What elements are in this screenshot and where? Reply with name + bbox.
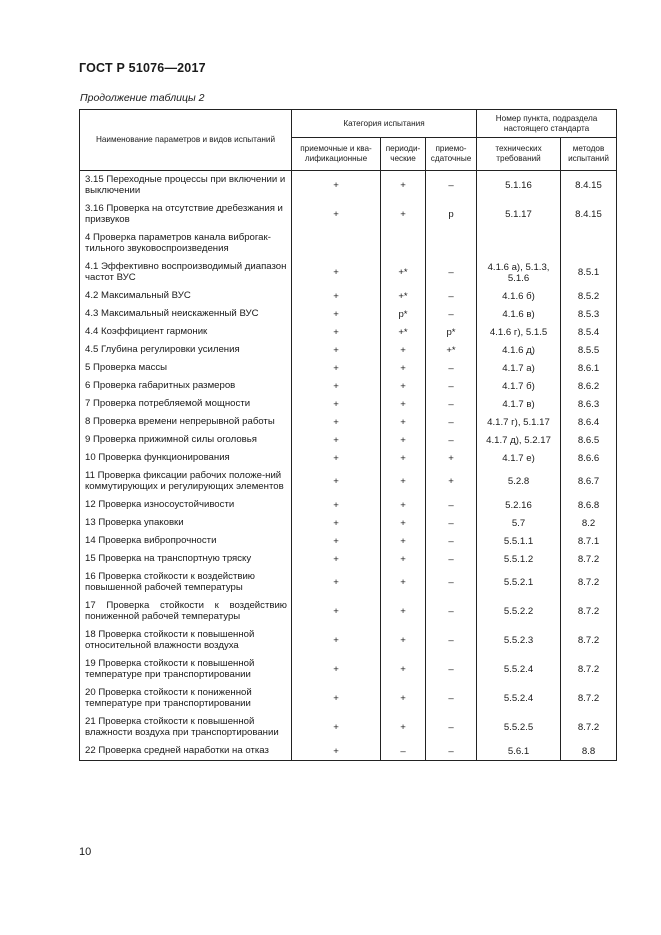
acceptance-qualification-cell: + xyxy=(292,431,381,449)
acceptance-delivery-cell: – xyxy=(426,413,477,431)
table-row xyxy=(80,258,617,287)
table-row xyxy=(80,550,617,568)
periodic-cell: + xyxy=(381,684,426,713)
tech-requirements-cell: 4.1.7 в) xyxy=(477,395,561,413)
test-methods-cell: 8.2 xyxy=(561,514,617,532)
acceptance-qualification-cell: + xyxy=(292,171,381,201)
periodic-cell: + xyxy=(381,467,426,496)
acceptance-delivery-cell: – xyxy=(426,550,477,568)
acceptance-delivery-cell: – xyxy=(426,377,477,395)
periodic-cell: + xyxy=(381,532,426,550)
acceptance-qualification-cell: + xyxy=(292,200,381,229)
acceptance-delivery-cell: – xyxy=(426,395,477,413)
periodic-cell: + xyxy=(381,359,426,377)
test-name-cell: 9 Проверка прижимной силы оголовья xyxy=(80,431,292,449)
tech-requirements-cell: 4.1.7 а) xyxy=(477,359,561,377)
acceptance-qualification-cell: + xyxy=(292,713,381,742)
test-table xyxy=(79,109,617,761)
test-name-cell: 15 Проверка на транспортную тряску xyxy=(80,550,292,568)
table-row xyxy=(80,287,617,305)
periodic-cell: – xyxy=(381,742,426,761)
table-row xyxy=(80,496,617,514)
tech-requirements-cell: 4.1.7 г), 5.1.17 xyxy=(477,413,561,431)
table-row xyxy=(80,449,617,467)
test-methods-cell: 8.7.2 xyxy=(561,655,617,684)
test-name-cell: 22 Проверка средней наработки на отказ xyxy=(80,742,292,761)
tech-requirements-cell: 5.5.2.3 xyxy=(477,626,561,655)
table-row xyxy=(80,568,617,597)
test-methods-cell: 8.7.1 xyxy=(561,532,617,550)
acceptance-delivery-cell: – xyxy=(426,532,477,550)
tech-requirements-cell: 4.1.7 б) xyxy=(477,377,561,395)
acceptance-qualification-cell: + xyxy=(292,305,381,323)
table-row xyxy=(80,200,617,229)
test-methods-cell: 8.7.2 xyxy=(561,626,617,655)
acceptance-qualification-cell: + xyxy=(292,359,381,377)
table-row xyxy=(80,742,617,761)
periodic-cell: + xyxy=(381,514,426,532)
acceptance-qualification-cell: + xyxy=(292,514,381,532)
tech-requirements-cell: 5.5.2.1 xyxy=(477,568,561,597)
acceptance-qualification-cell: + xyxy=(292,258,381,287)
test-name-cell: 4 Проверка параметров канала виброгак-тильного звуковоспроизведения xyxy=(80,229,292,258)
acceptance-delivery-cell: – xyxy=(426,359,477,377)
periodic-cell: +* xyxy=(381,287,426,305)
tech-requirements-cell: 5.5.1.2 xyxy=(477,550,561,568)
acceptance-qualification-cell: + xyxy=(292,413,381,431)
acceptance-delivery-cell: – xyxy=(426,684,477,713)
test-name-cell: 4.1 Эффективно воспроизводимый диапазон частот ВУС xyxy=(80,258,292,287)
table-row xyxy=(80,713,617,742)
table-caption: Продолжение таблицы 2 xyxy=(80,92,205,104)
tech-requirements-cell: 5.2.8 xyxy=(477,467,561,496)
test-name-cell: 5 Проверка массы xyxy=(80,359,292,377)
test-methods-cell: 8.8 xyxy=(561,742,617,761)
acceptance-qualification-cell: + xyxy=(292,395,381,413)
table-row xyxy=(80,626,617,655)
periodic-cell: + xyxy=(381,626,426,655)
periodic-cell: + xyxy=(381,377,426,395)
table-row xyxy=(80,684,617,713)
test-methods-cell: 8.5.2 xyxy=(561,287,617,305)
periodic-cell: + xyxy=(381,550,426,568)
table-row xyxy=(80,395,617,413)
periodic-cell: + xyxy=(381,713,426,742)
acceptance-delivery-cell: р xyxy=(426,200,477,229)
test-name-cell: 20 Проверка стойкости к пониженной температуре при транспортировании xyxy=(80,684,292,713)
table-body xyxy=(80,171,617,761)
acceptance-delivery-cell: – xyxy=(426,597,477,626)
tech-requirements-cell: 4.1.6 д) xyxy=(477,341,561,359)
table-row xyxy=(80,467,617,496)
header-tech-requirements: технических требований xyxy=(477,138,561,171)
tech-requirements-cell: 4.1.6 в) xyxy=(477,305,561,323)
acceptance-qualification-cell: + xyxy=(292,568,381,597)
test-name-cell: 17 Проверка стойкости к воздействию пониженной рабочей температуры xyxy=(80,597,292,626)
acceptance-delivery-cell: – xyxy=(426,171,477,201)
acceptance-qualification-cell: + xyxy=(292,496,381,514)
tech-requirements-cell: 5.2.16 xyxy=(477,496,561,514)
tech-requirements-cell: 5.5.1.1 xyxy=(477,532,561,550)
test-methods-cell: 8.7.2 xyxy=(561,713,617,742)
periodic-cell: + xyxy=(381,395,426,413)
test-methods-cell: 8.6.7 xyxy=(561,467,617,496)
test-name-cell: 11 Проверка фиксации рабочих положе-ний коммутирующих и регулирующих элементов xyxy=(80,467,292,496)
acceptance-delivery-cell: – xyxy=(426,742,477,761)
table-row xyxy=(80,377,617,395)
tech-requirements-cell: 5.5.2.5 xyxy=(477,713,561,742)
acceptance-qualification-cell: + xyxy=(292,449,381,467)
acceptance-qualification-cell: + xyxy=(292,341,381,359)
acceptance-qualification-cell: + xyxy=(292,532,381,550)
test-methods-cell: 8.6.8 xyxy=(561,496,617,514)
acceptance-delivery-cell: – xyxy=(426,713,477,742)
acceptance-delivery-cell: – xyxy=(426,431,477,449)
test-name-cell: 4.2 Максимальный ВУС xyxy=(80,287,292,305)
test-methods-cell: 8.5.1 xyxy=(561,258,617,287)
test-name-cell: 21 Проверка стойкости к повышенной влажности воздуха при транспортировании xyxy=(80,713,292,742)
test-name-cell: 14 Проверка вибропрочности xyxy=(80,532,292,550)
header-acceptance-delivery: приемо- сдаточные xyxy=(426,138,477,171)
tech-requirements-cell: 5.6.1 xyxy=(477,742,561,761)
test-methods-cell: 8.6.5 xyxy=(561,431,617,449)
table-row xyxy=(80,305,617,323)
periodic-cell: +* xyxy=(381,323,426,341)
acceptance-qualification-cell: + xyxy=(292,597,381,626)
test-name-cell: 6 Проверка габаритных размеров xyxy=(80,377,292,395)
table-row xyxy=(80,514,617,532)
acceptance-qualification-cell: + xyxy=(292,742,381,761)
table-row xyxy=(80,323,617,341)
table-row xyxy=(80,359,617,377)
test-name-cell: 16 Проверка стойкости к воздействию повышенной рабочей температуры xyxy=(80,568,292,597)
tech-requirements-cell: 4.1.6 б) xyxy=(477,287,561,305)
table-row xyxy=(80,431,617,449)
acceptance-qualification-cell: + xyxy=(292,287,381,305)
periodic-cell: + xyxy=(381,341,426,359)
test-methods-cell: 8.7.2 xyxy=(561,597,617,626)
acceptance-delivery-cell: + xyxy=(426,449,477,467)
table-row xyxy=(80,171,617,201)
periodic-cell: + xyxy=(381,496,426,514)
acceptance-qualification-cell: + xyxy=(292,377,381,395)
test-name-cell: 12 Проверка износоустойчивости xyxy=(80,496,292,514)
test-methods-cell: 8.6.3 xyxy=(561,395,617,413)
test-methods-cell xyxy=(561,229,617,258)
test-methods-cell: 8.5.4 xyxy=(561,323,617,341)
acceptance-qualification-cell: + xyxy=(292,467,381,496)
periodic-cell: + xyxy=(381,655,426,684)
periodic-cell: + xyxy=(381,413,426,431)
periodic-cell: + xyxy=(381,449,426,467)
header-periodic: периоди- ческие xyxy=(381,138,426,171)
acceptance-qualification-cell: + xyxy=(292,684,381,713)
test-name-cell: 4.3 Максимальный неискаженный ВУС xyxy=(80,305,292,323)
periodic-cell: +* xyxy=(381,258,426,287)
test-methods-cell: 8.4.15 xyxy=(561,200,617,229)
test-methods-cell: 8.7.2 xyxy=(561,550,617,568)
table-row xyxy=(80,532,617,550)
acceptance-delivery-cell: – xyxy=(426,568,477,597)
periodic-cell: + xyxy=(381,171,426,201)
test-methods-cell: 8.6.6 xyxy=(561,449,617,467)
periodic-cell: + xyxy=(381,200,426,229)
acceptance-qualification-cell: + xyxy=(292,626,381,655)
acceptance-qualification-cell xyxy=(292,229,381,258)
acceptance-qualification-cell: + xyxy=(292,550,381,568)
tech-requirements-cell xyxy=(477,229,561,258)
document-header: ГОСТ Р 51076—2017 xyxy=(79,61,206,75)
test-name-cell: 19 Проверка стойкости к повышенной температуре при транспортировании xyxy=(80,655,292,684)
periodic-cell xyxy=(381,229,426,258)
acceptance-delivery-cell: – xyxy=(426,496,477,514)
test-name-cell: 13 Проверка упаковки xyxy=(80,514,292,532)
acceptance-delivery-cell: – xyxy=(426,305,477,323)
test-name-cell: 10 Проверка функционирования xyxy=(80,449,292,467)
tech-requirements-cell: 4.1.7 е) xyxy=(477,449,561,467)
acceptance-delivery-cell: +* xyxy=(426,341,477,359)
test-name-cell: 4.4 Коэффициент гармоник xyxy=(80,323,292,341)
periodic-cell: + xyxy=(381,431,426,449)
header-category: Категория испытания xyxy=(292,110,477,138)
header-acceptance-qualification: приемочные и ква- лификационные xyxy=(292,138,381,171)
test-name-cell: 3.15 Переходные процессы при включении и выключении xyxy=(80,171,292,201)
acceptance-delivery-cell: – xyxy=(426,514,477,532)
acceptance-delivery-cell: – xyxy=(426,258,477,287)
table-row xyxy=(80,341,617,359)
acceptance-delivery-cell: – xyxy=(426,287,477,305)
acceptance-qualification-cell: + xyxy=(292,323,381,341)
periodic-cell: + xyxy=(381,597,426,626)
tech-requirements-cell: 4.1.6 г), 5.1.5 xyxy=(477,323,561,341)
page-number: 10 xyxy=(79,846,92,858)
tech-requirements-cell: 5.5.2.4 xyxy=(477,684,561,713)
test-name-cell: 18 Проверка стойкости к повышенной относительной влажности воздуха xyxy=(80,626,292,655)
periodic-cell: р* xyxy=(381,305,426,323)
test-name-cell: 7 Проверка потребляемой мощности xyxy=(80,395,292,413)
test-methods-cell: 8.5.3 xyxy=(561,305,617,323)
test-methods-cell: 8.5.5 xyxy=(561,341,617,359)
test-name-cell: 3.16 Проверка на отсутствие дребезжания и призвуков xyxy=(80,200,292,229)
test-methods-cell: 8.6.2 xyxy=(561,377,617,395)
test-methods-cell: 8.7.2 xyxy=(561,568,617,597)
header-section: Номер пункта, подраздела настоящего стандарта xyxy=(477,110,617,138)
table-row xyxy=(80,413,617,431)
test-methods-cell: 8.6.4 xyxy=(561,413,617,431)
header-name: Наименование параметров и видов испытаний xyxy=(80,110,292,171)
tech-requirements-cell: 5.1.16 xyxy=(477,171,561,201)
test-methods-cell: 8.6.1 xyxy=(561,359,617,377)
acceptance-delivery-cell: р* xyxy=(426,323,477,341)
tech-requirements-cell: 5.5.2.2 xyxy=(477,597,561,626)
table-row xyxy=(80,229,617,258)
acceptance-qualification-cell: + xyxy=(292,655,381,684)
table-row xyxy=(80,597,617,626)
tech-requirements-cell: 5.1.17 xyxy=(477,200,561,229)
header-test-methods: методов испытаний xyxy=(561,138,617,171)
acceptance-delivery-cell: – xyxy=(426,655,477,684)
tech-requirements-cell: 5.7 xyxy=(477,514,561,532)
tech-requirements-cell: 5.5.2.4 xyxy=(477,655,561,684)
test-name-cell: 4.5 Глубина регулировки усиления xyxy=(80,341,292,359)
periodic-cell: + xyxy=(381,568,426,597)
table-row xyxy=(80,655,617,684)
test-methods-cell: 8.7.2 xyxy=(561,684,617,713)
acceptance-delivery-cell xyxy=(426,229,477,258)
tech-requirements-cell: 4.1.7 д), 5.2.17 xyxy=(477,431,561,449)
test-methods-cell: 8.4.15 xyxy=(561,171,617,201)
tech-requirements-cell: 4.1.6 а), 5.1.3, 5.1.6 xyxy=(477,258,561,287)
acceptance-delivery-cell: – xyxy=(426,626,477,655)
acceptance-delivery-cell: + xyxy=(426,467,477,496)
test-name-cell: 8 Проверка времени непрерывной работы xyxy=(80,413,292,431)
